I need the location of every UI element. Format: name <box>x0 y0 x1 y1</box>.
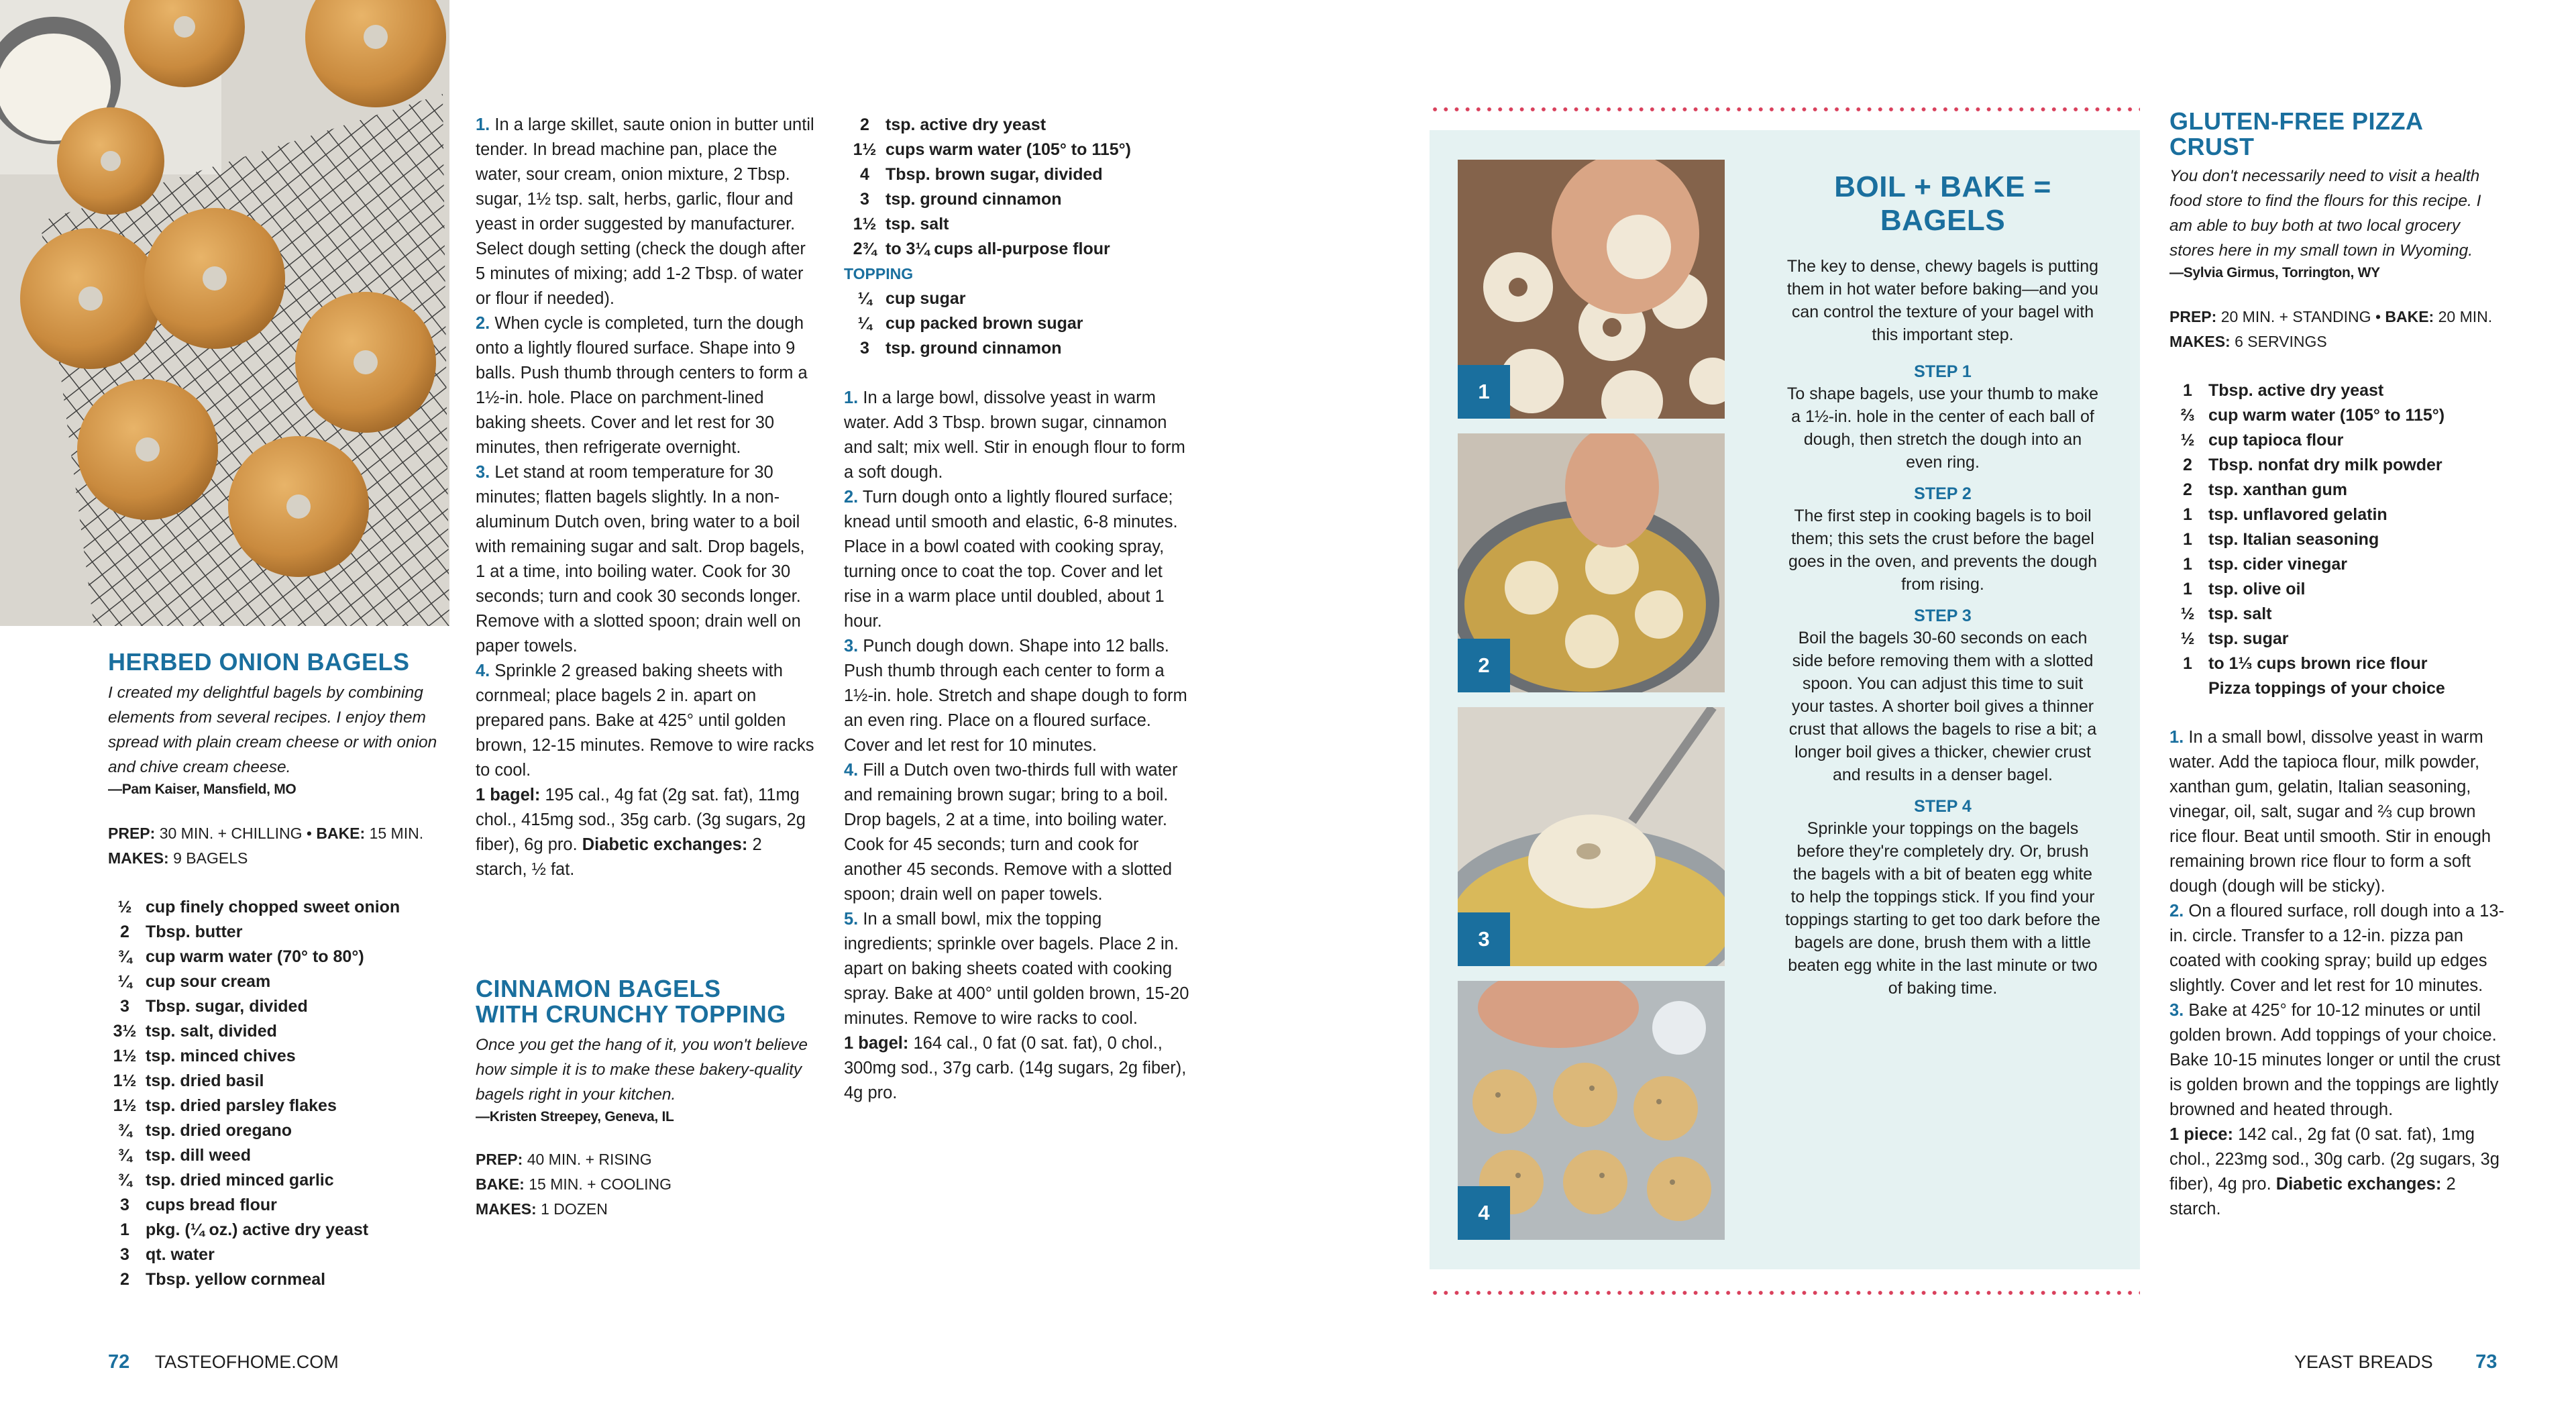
ingredient-text: cup packed brown sugar <box>885 314 1083 333</box>
ingredient-quantity: 3 <box>120 1245 129 1264</box>
direction-step <box>476 311 815 460</box>
nutrition-text: 195 cal., 4g fat (2g sat. fat), 11mg chol., 415mg sod., 35g carb. (3g sugars, 2g fiber), 6g pro. <box>476 786 806 854</box>
step-number: 3. <box>476 463 490 482</box>
ingredient-list <box>2167 378 2505 701</box>
sidebar-step-label: STEP 4 <box>1914 797 1972 816</box>
step-text: In a large skillet, saute onion in butter until tender. In bread machine pan, place the water, sour cream, onion mixture, 2 Tbsp. sugar, 1½ tsp. salt, herbs, garlic, flour and yeast in order suggested by manufacturer. Select dough setting (check the dough after 5 minutes of mixing; add 1-2 Tbsp. of water or flour if needed). <box>476 115 814 308</box>
ingredient-text: tsp. ground cinnamon <box>885 339 1062 358</box>
recipe-title-line2: WITH CRUNCHY TOPPING <box>476 1000 786 1028</box>
ingredient-text: tsp. salt <box>885 215 949 233</box>
ingredient-item <box>104 1118 450 1143</box>
nutrition-info <box>2169 1122 2505 1222</box>
ingredient-item <box>104 969 450 994</box>
ingredient-text: to 3¼ cups all-purpose flour <box>885 240 1110 258</box>
recipe-byline: —Kristen Streepey, Geneva, IL <box>476 1109 674 1124</box>
recipe-intro: I created my delightful bagels by combining elements from several recipes. I enjoy them spread with plain cream cheese or with onion and chive cream cheese. <box>108 684 437 776</box>
sidebar-step-text: To shape bagels, use your thumb to make a 1½-in. hole in the center of each ball of dough, then stretch the dough into an even ring. <box>1786 384 2099 472</box>
ingredient-quantity: 2 <box>2183 456 2192 474</box>
step-text: Turn dough onto a lightly floured surface; knead until smooth and elastic, 6-8 minutes. Place in a bowl coated with cooking spray, turning once to coat the top. Cover and let rise in a warm place until doubled, about 1 hour. <box>844 488 1178 631</box>
recipe-times: PREP: 30 MIN. + CHILLING • BAKE: 15 MIN. MAKES: 9 BAGELS <box>108 825 424 867</box>
step-text: Fill a Dutch oven two-thirds full with water and remaining brown sugar; bring to a boil. Drop bagels, 2 at a time, into boiling water. Cook for 45 seconds; turn and cook for another 45 seconds. Remove with a slotted spoon; drain well on paper towels. <box>844 761 1178 904</box>
ingredient-item <box>2167 403 2505 428</box>
direction-step <box>476 659 815 783</box>
cinnamon-bagels-recipe <box>476 976 815 1222</box>
nutrition-label: 1 bagel: <box>844 1034 909 1053</box>
ingredient-text: cups warm water (105° to 115°) <box>885 140 1131 159</box>
recipe-title: GLUTEN-FREE PIZZA CRUST <box>2169 107 2423 160</box>
step-number-badge: 3 <box>1458 912 1510 966</box>
boil-bake-sidebar <box>1430 130 2140 1269</box>
ingredient-item <box>844 311 1193 336</box>
sidebar-step-text: Boil the bagels 30-60 seconds on each side before removing them with a slotted spoon. You can adjust this time to suit your tastes. A shorter boil gives a thinner crust that allows the bagels to rise a bit; a longer boil gives a thicker, chewier crust and results in a denser bagel. <box>1788 629 2097 784</box>
ingredient-text: cup warm water (70° to 80°) <box>146 947 364 966</box>
nutrition-label: 1 piece: <box>2169 1125 2233 1144</box>
step-text: In a large bowl, dissolve yeast in warm water. Add 3 Tbsp. brown sugar, cinnamon and salt; mix well. Stir in enough flour to form a soft dough. <box>844 388 1185 482</box>
ingredient-item <box>844 113 1193 138</box>
ingredient-quantity: 2 <box>120 922 129 941</box>
step-text: Bake at 425° for 10-12 minutes or until golden brown. Add toppings of your choice. Bake 10-15 minutes longer or until the crust is golden brown and the toppings are lightly browned and heated through. <box>2169 1001 2501 1119</box>
step-number-badge: 2 <box>1458 639 1510 692</box>
direction-step <box>844 485 1193 634</box>
ingredient-quantity: 3 <box>860 190 869 209</box>
step-text: Let stand at room temperature for 30 minutes; flatten bagels slightly. In a non-aluminum Dutch oven, bring water to a boil with remaining sugar and salt. Drop bagels, 1 at a time, into boiling water. Cook for 30 seconds; turn and cook 30 seconds longer. Remove with a slotted spoon; drain well on paper towels. <box>476 463 805 655</box>
ingredient-text: tsp. cider vinegar <box>2208 555 2348 574</box>
ingredient-quantity: 2 <box>860 115 869 134</box>
ingredient-quantity: 1½ <box>113 1071 137 1090</box>
diabetic-text: 2 starch. <box>2169 1175 2456 1218</box>
ingredient-quantity: ¼ <box>857 314 872 333</box>
ingredient-item <box>2167 527 2505 552</box>
ingredient-quantity: 1½ <box>113 1096 137 1115</box>
ingredient-text: Tbsp. butter <box>146 922 243 941</box>
sidebar-step-label: STEP 1 <box>1914 362 1972 381</box>
topping-subheading: TOPPING <box>844 265 914 282</box>
sidebar-text <box>1785 170 2100 1000</box>
diabetic-label: Diabetic exchanges: <box>2275 1175 2442 1194</box>
ingredient-item <box>104 895 450 920</box>
ingredient-quantity: 1 <box>2183 505 2192 524</box>
ingredient-item <box>2167 676 2505 701</box>
step-number: 3. <box>2169 1001 2184 1020</box>
ingredient-quantity: 4 <box>860 165 869 184</box>
ingredient-item <box>104 1218 450 1243</box>
ingredient-item <box>844 336 1193 361</box>
left-footer <box>108 1351 339 1373</box>
ingredient-quantity: ¾ <box>117 1171 132 1190</box>
sidebar-step-label: STEP 3 <box>1914 606 1972 625</box>
ingredient-text: Tbsp. active dry yeast <box>2208 381 2384 400</box>
ingredient-text: cup sugar <box>885 289 966 308</box>
recipe-intro: Once you get the hang of it, you won't believe how simple it is to make these bakery-quality bagels right in your kitchen. <box>476 1036 808 1104</box>
nutrition-text: 164 cal., 0 fat (0 sat. fat), 0 chol., 300mg sod., 37g carb. (14g sugars, 2g fiber), 4g pro. <box>844 1034 1187 1102</box>
ingredient-quantity <box>2167 676 2208 701</box>
ingredient-quantity: 1 <box>2183 530 2192 549</box>
ingredient-item <box>844 187 1193 212</box>
ingredient-item <box>104 1243 450 1267</box>
ingredient-item <box>104 945 450 969</box>
direction-step <box>844 634 1193 758</box>
ingredient-item <box>2167 478 2505 503</box>
step-number: 1. <box>844 388 859 407</box>
ingredient-text: Tbsp. sugar, divided <box>146 997 308 1016</box>
ingredient-item <box>2167 378 2505 403</box>
direction-step <box>844 386 1193 485</box>
step-number: 2. <box>844 488 859 507</box>
ingredient-text: tsp. salt, divided <box>146 1022 277 1041</box>
sidebar-intro: The key to dense, chewy bagels is putting them in hot water before baking—and you can control the texture of your bagel with this important step. <box>1786 257 2099 344</box>
sidebar-step-text: Sprinkle your toppings on the bagels before they're completely dry. Or, brush the bagels with a bit of beaten egg white to help the toppings stick. If you find your toppings starting to get too dark before the bagels are done, brush them with a little beaten egg white in the last minute or two of baking time. <box>1785 819 2100 998</box>
ingredient-quantity: ¼ <box>857 289 872 308</box>
step-number: 2. <box>2169 902 2184 920</box>
ingredient-quantity: 1½ <box>853 140 877 159</box>
ingredient-text: tsp. olive oil <box>2208 580 2306 598</box>
ingredient-item <box>2167 651 2505 676</box>
ingredient-item <box>2167 602 2505 627</box>
cinnamon-directions <box>844 386 1193 1106</box>
ingredient-quantity: 3 <box>860 339 869 358</box>
ingredient-item <box>104 1168 450 1193</box>
ingredient-item <box>104 1044 450 1069</box>
ingredient-text: Tbsp. yellow cornmeal <box>146 1270 326 1289</box>
step-number-badge: 4 <box>1458 1186 1510 1240</box>
sidebar-dotted-rule-top <box>1430 107 2140 111</box>
ingredient-quantity: ½ <box>117 898 132 916</box>
ingredient-item <box>104 1193 450 1218</box>
ingredient-quantity: 2 <box>120 1270 129 1289</box>
ingredient-text: cups bread flour <box>146 1196 277 1214</box>
page-number: 73 <box>2475 1351 2498 1373</box>
ingredient-item <box>2167 428 2505 453</box>
step-number: 3. <box>844 637 859 655</box>
ingredient-item <box>844 138 1193 162</box>
ingredient-item <box>2167 577 2505 602</box>
ingredient-item <box>104 1143 450 1168</box>
ingredient-quantity: 3 <box>120 997 129 1016</box>
sidebar-steps <box>1785 361 2100 1000</box>
step-text: Sprinkle 2 greased baking sheets with cornmeal; place bagels 2 in. apart on prepared pans. Bake at 425° until golden brown, 12-15 minutes. Remove to wire racks to cool. <box>476 662 814 780</box>
ingredient-text: tsp. sugar <box>2208 629 2289 648</box>
step-number: 4. <box>844 761 859 780</box>
page-number: 72 <box>108 1351 130 1373</box>
ingredient-quantity: 2 <box>2183 480 2192 499</box>
ingredient-quantity: ¼ <box>117 972 132 991</box>
diabetic-text: 2 starch, ½ fat. <box>476 835 762 879</box>
ingredient-text: tsp. unflavored gelatin <box>2208 505 2387 524</box>
ingredient-quantity: 1 <box>2183 580 2192 598</box>
ingredient-text: tsp. dill weed <box>146 1146 251 1165</box>
step-text: In a small bowl, dissolve yeast in warm water. Add the tapioca flour, milk powder, xanthan gum, gelatin, Italian seasoning, vinegar, oil, salt, sugar and ⅔ cup brown rice flour. Beat until smooth. Stir in enough remaining brown rice flour to form a soft dough (dough will be sticky). <box>2169 728 2491 896</box>
ingredient-quantity: ½ <box>2180 604 2195 623</box>
ingredient-list <box>104 895 450 1292</box>
ingredient-quantity: 3½ <box>113 1022 137 1041</box>
recipe-times: PREP: 40 MIN. + RISING BAKE: 15 MIN. + COOLING MAKES: 1 DOZEN <box>476 1151 672 1218</box>
recipe-title: HERBED ONION BAGELS <box>108 648 410 676</box>
ingredient-text: tsp. dried parsley flakes <box>146 1096 337 1115</box>
step-text: Punch dough down. Shape into 12 balls. Push thumb through each center to form a 1½-in. hole. Stretch and shape dough to form an even ring. Place on a floured surface. Cover and let rest for 10 minutes. <box>844 637 1187 755</box>
ingredient-item <box>844 212 1193 237</box>
ingredient-item <box>2167 453 2505 478</box>
ingredient-item <box>844 237 1193 262</box>
ingredient-quantity: 1 <box>120 1220 129 1239</box>
ingredient-quantity: ¾ <box>117 947 132 966</box>
ingredient-quantity: 1½ <box>853 215 877 233</box>
ingredient-quantity: 1 <box>2183 654 2192 673</box>
ingredient-item <box>2167 552 2505 577</box>
direction-step <box>844 907 1193 1031</box>
ingredient-text: Tbsp. nonfat dry milk powder <box>2208 456 2443 474</box>
ingredient-quantity: ¾ <box>117 1146 132 1165</box>
ingredient-item <box>844 286 1193 311</box>
ingredient-text: tsp. minced chives <box>146 1047 296 1065</box>
ingredient-text: tsp. active dry yeast <box>885 115 1046 134</box>
herbed-onion-directions <box>476 113 815 882</box>
ingredient-text: to 1⅓ cups brown rice flour <box>2208 654 2428 673</box>
step-text: In a small bowl, mix the topping ingredients; sprinkle over bagels. Place 2 in. apart on baking sheets coated with cooking spray. Bake at 400° until golden brown, 15-20 minutes. Remove to wire racks to cool. <box>844 910 1189 1028</box>
right-footer <box>2294 1351 2497 1373</box>
nutrition-text: 142 cal., 2g fat (0 sat. fat), 1mg chol., 223mg sod., 30g carb. (2g sugars, 3g fiber), 4g pro. <box>2169 1125 2500 1194</box>
step-number: 4. <box>476 662 490 680</box>
ingredient-quantity: 1 <box>2183 381 2192 400</box>
step-photo-3 <box>1458 707 1725 966</box>
ingredient-text: tsp. xanthan gum <box>2208 480 2347 499</box>
ingredient-text: Tbsp. brown sugar, divided <box>885 165 1103 184</box>
ingredient-text: tsp. Italian seasoning <box>2208 530 2379 549</box>
pizza-crust-directions <box>2169 725 2505 1222</box>
direction-step <box>476 460 815 659</box>
ingredient-text: Pizza toppings of your choice <box>2208 679 2445 698</box>
site-name: TASTEOFHOME.COM <box>154 1352 339 1372</box>
step-photo-4 <box>1458 981 1725 1240</box>
cinnamon-ingredient-list <box>844 113 1193 361</box>
recipe-byline: —Sylvia Girmus, Torrington, WY <box>2169 265 2380 280</box>
ingredient-quantity: 2¾ <box>853 240 877 258</box>
ingredient-item <box>2167 627 2505 651</box>
ingredient-item <box>104 994 450 1019</box>
sidebar-dotted-rule-bottom <box>1430 1291 2140 1295</box>
ingredient-text: tsp. dried minced garlic <box>146 1171 334 1190</box>
ingredient-item <box>104 1267 450 1292</box>
direction-step <box>844 758 1193 907</box>
step-number: 2. <box>476 314 490 333</box>
nutrition-info <box>476 783 815 882</box>
ingredient-text: cup sour cream <box>146 972 271 991</box>
nutrition-label: 1 bagel: <box>476 786 541 804</box>
ingredient-quantity: ½ <box>2180 629 2195 648</box>
step-number: 5. <box>844 910 859 929</box>
direction-step <box>2169 998 2505 1122</box>
ingredient-text: qt. water <box>146 1245 215 1264</box>
ingredient-quantity: 1 <box>2183 555 2192 574</box>
recipe-times: PREP: 20 MIN. + STANDING • BAKE: 20 MIN. MAKES: 6 SERVINGS <box>2169 308 2493 350</box>
direction-step <box>2169 725 2505 899</box>
direction-step <box>476 113 815 311</box>
recipe-byline: —Pam Kaiser, Mansfield, MO <box>108 782 297 797</box>
ingredient-text: pkg. (¼ oz.) active dry yeast <box>146 1220 369 1239</box>
recipe-title-line1: CINNAMON BAGELS <box>476 975 721 1002</box>
ingredient-quantity: ½ <box>2180 431 2195 450</box>
ingredient-text: cup warm water (105° to 115°) <box>2208 406 2445 425</box>
ingredient-text: cup finely chopped sweet onion <box>146 898 400 916</box>
section-name: YEAST BREADS <box>2294 1352 2433 1372</box>
ingredient-text: tsp. salt <box>2208 604 2272 623</box>
step-text: On a floured surface, roll dough into a 13-in. circle. Transfer to a 12-in. pizza pan coated with cooking spray; build up edges slightly. Cover and let rest for 10 minutes. <box>2169 902 2504 995</box>
diabetic-label: Diabetic exchanges: <box>582 835 748 854</box>
bagels-hero-photo <box>0 0 449 626</box>
sidebar-step-label: STEP 2 <box>1914 484 1972 503</box>
sidebar-title: BOIL + BAKE = BAGELS <box>1834 170 2051 237</box>
nutrition-info <box>844 1031 1193 1106</box>
ingredient-item <box>104 920 450 945</box>
step-number: 1. <box>476 115 490 134</box>
ingredient-quantity: 1½ <box>113 1047 137 1065</box>
recipe-intro: You don't necessarily need to visit a health food store to find the flours for this recipe. I am able to buy both at two local grocery stores here in my small town in Wyoming. <box>2169 167 2481 260</box>
ingredient-text: tsp. ground cinnamon <box>885 190 1062 209</box>
ingredient-item <box>104 1019 450 1044</box>
ingredient-item <box>2167 503 2505 527</box>
gluten-free-pizza-crust-recipe <box>2169 109 2505 1222</box>
step-number-badge: 1 <box>1458 365 1510 419</box>
ingredient-quantity: ⅔ <box>2180 406 2195 425</box>
direction-step <box>2169 899 2505 998</box>
herbed-onion-bagels-recipe <box>108 649 450 1292</box>
step-photo-1 <box>1458 160 1725 419</box>
ingredient-quantity: 3 <box>120 1196 129 1214</box>
ingredient-text: tsp. dried oregano <box>146 1121 292 1140</box>
ingredient-quantity: ¾ <box>117 1121 132 1140</box>
sidebar-step-text: The first step in cooking bagels is to boil them; this sets the crust before the bagel goes in the oven, and prevents the dough from rising. <box>1788 507 2098 594</box>
ingredient-item <box>104 1094 450 1118</box>
ingredient-text: cup tapioca flour <box>2208 431 2344 450</box>
ingredient-text: tsp. dried basil <box>146 1071 264 1090</box>
step-number: 1. <box>2169 728 2184 747</box>
step-text: When cycle is completed, turn the dough onto a lightly floured surface. Shape into 9 balls. Push thumb through centers to form a 1½-in. hole. Place on parchment-lined baking sheets. Cover and let rest for 30 minutes, then refrigerate overnight. <box>476 314 808 457</box>
ingredient-item <box>844 162 1193 187</box>
step-photo-2 <box>1458 433 1725 692</box>
ingredient-item <box>104 1069 450 1094</box>
